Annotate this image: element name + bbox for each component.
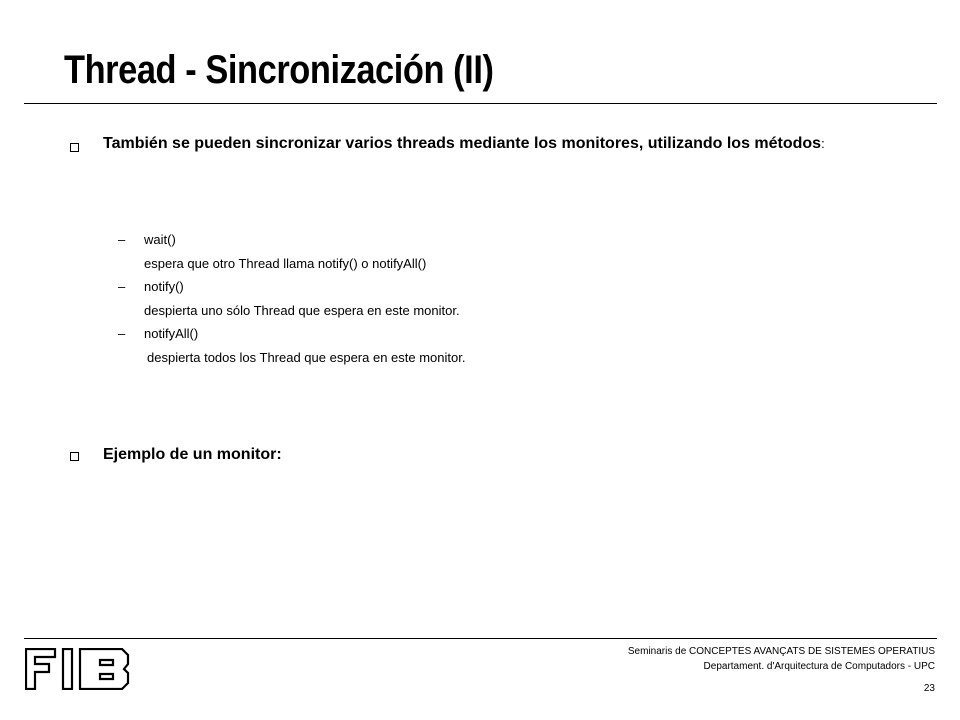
square-bullet-icon [70,143,79,152]
title-divider [24,103,937,104]
footer-department: Departament. d'Arquitectura de Computadors - UPC [703,661,935,672]
dash-marker: – [118,326,126,341]
bullet-point-monitors [103,133,883,154]
page-number: 23 [923,683,935,694]
fib-logo [25,648,131,690]
method-item-notifyall [118,322,465,346]
footer-divider [24,638,937,639]
bullet-point-colon: : [821,136,825,151]
bullet-point-example: Ejemplo de un monitor: [103,446,282,463]
square-bullet-icon [70,452,79,461]
method-description: espera que otro Thread llama notify() o notifyAll() [144,255,427,271]
method-description: despierta uno sólo Thread que espera en este monitor. [144,302,460,318]
fib-logo-text: FIB [25,648,27,649]
method-name: notifyAll() [144,326,199,341]
methods-list [118,228,465,369]
dash-marker: – [118,279,126,294]
method-name: notify() [144,279,184,294]
method-item-wait [118,228,465,252]
slide-title: Thread - Sincronización (II) [64,48,494,92]
method-name: wait() [144,232,176,247]
method-description: despierta todos los Thread que espera en este monitor. [147,349,466,365]
method-item-notify [118,275,465,299]
footer-seminar: Seminaris de CONCEPTES AVANÇATS DE SISTEMES OPERATIUS [627,646,935,657]
bullet-point-text: También se pueden sincronizar varios threads mediante los monitores, utilizando los métodos [103,135,822,152]
dash-marker: – [118,232,126,247]
